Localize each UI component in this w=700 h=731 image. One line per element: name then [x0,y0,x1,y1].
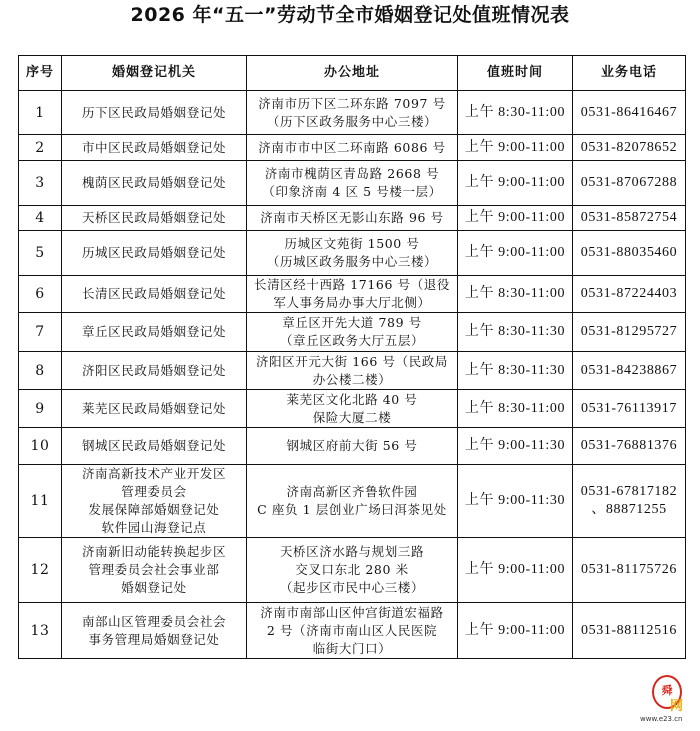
cell-address [247,465,458,538]
cell-phone-line: 0531-87224403 [580,286,678,301]
cell-seq-line: 3 [35,175,45,191]
header-address: 办公地址 [247,56,458,91]
cell-phone [573,231,686,276]
cell-time [458,276,573,313]
cell-office [62,390,247,428]
cell-time [458,206,573,231]
cell-phone [573,390,686,428]
cell-address-line: 钢城区府前大街 56 号 [286,438,418,453]
cell-time-line: 上午 8:30-11:00 [464,286,566,301]
cell-office [62,538,247,603]
table-row [19,390,686,428]
cell-office-line: 济南高新技术产业开发区 [81,466,227,481]
cell-address-line: 历城区文苑街 1500 号 [284,236,420,251]
cell-time [458,538,573,603]
cell-phone-line: 0531-81175726 [581,562,677,577]
cell-office [62,161,247,206]
cell-time-line: 上午 9:00-11:30 [464,438,566,453]
cell-office [62,231,247,276]
cell-address-line: 济南市历下区二环东路 7097 号 [258,95,446,111]
cell-phone-line: 0531-86416467 [580,104,678,120]
cell-address [247,231,458,276]
cell-address-line: 办公楼二楼） [312,371,392,387]
cell-phone-line: 0531-88112516 [581,622,677,638]
table-row [19,206,686,231]
cell-time [458,313,573,352]
cell-office-line: 市中区民政局婚姻登记处 [81,139,227,155]
cell-seq-line: 12 [30,562,50,578]
cell-address [247,428,458,465]
cell-office-line: 槐荫区民政局婚姻登记处 [81,175,227,190]
cell-phone [573,313,686,352]
duty-table [18,55,686,659]
cell-seq [19,538,62,603]
cell-address-line: （历城区政务服务中心三楼） [266,254,438,269]
cell-seq-line: 10 [30,438,50,454]
cell-office [62,465,247,538]
cell-phone [573,538,686,603]
cell-address-line: （起步区市民中心三楼） [279,580,425,595]
header-office: 婚姻登记机关 [62,56,247,91]
table-row [19,465,686,538]
cell-address [247,91,458,135]
cell-address-line: 济阳区开元大街 166 号（民政局 [255,353,448,369]
cell-phone [573,465,686,538]
cell-address [247,206,458,231]
cell-office-line: 天桥区民政局婚姻登记处 [81,210,227,225]
cell-office [62,428,247,465]
cell-time-line: 上午 9:00-11:00 [464,562,566,577]
cell-phone-line: 0531-76881376 [580,438,678,453]
document-title: 2026 年“五一”劳动节全市婚姻登记处值班情况表 [130,4,570,26]
cell-office-line: 长清区民政局婚姻登记处 [81,286,227,301]
cell-office-line: 济阳区民政局婚姻登记处 [81,362,227,378]
cell-time-line: 上午 8:30-11:00 [464,400,566,416]
cell-phone [573,91,686,135]
cell-address [247,276,458,313]
table-header-row [19,56,686,91]
table-body [19,91,686,659]
cell-phone-line: 0531-84238867 [580,362,678,378]
table-row [19,313,686,352]
cell-seq [19,206,62,231]
cell-seq [19,313,62,352]
cell-phone-line: 0531-88035460 [580,245,678,260]
cell-office-line: 软件园山海登记点 [101,520,207,535]
cell-phone-line: 、88871255 [591,502,667,517]
cell-address [247,352,458,390]
table-row [19,352,686,390]
cell-office [62,603,247,659]
cell-office-line: 事务管理局婚姻登记处 [88,631,220,647]
cell-address-line: 军人事务局办事大厅北侧） [273,295,431,310]
cell-seq-line: 6 [35,286,45,302]
cell-address-line: （印象济南 4 区 5 号楼一层） [262,184,442,199]
cell-seq-line: 11 [30,493,50,509]
cell-seq [19,465,62,538]
cell-time-line: 上午 8:30-11:00 [464,104,566,120]
cell-address-line: （章丘区政务大厅五层） [279,333,425,348]
cell-address-line: 济南高新区齐鲁软件园 [286,484,418,499]
cell-seq [19,91,62,135]
cell-time [458,135,573,161]
cell-office-line: 历城区民政局婚姻登记处 [81,245,227,260]
cell-address-line: 天桥区济水路与规划三路 [279,544,425,559]
cell-address-line: 章丘区开先大道 789 号 [282,315,422,330]
cell-address-line: 保险大厦二楼 [312,409,392,425]
cell-address [247,538,458,603]
cell-seq [19,135,62,161]
watermark-url: www.e23.cn [640,715,683,723]
cell-seq [19,231,62,276]
cell-time-line: 上午 9:00-11:00 [464,139,566,155]
cell-seq-line: 8 [35,362,45,379]
cell-phone [573,161,686,206]
cell-phone-line: 0531-87067288 [580,175,678,190]
cell-seq-line: 5 [35,245,45,261]
cell-phone-line: 0531-82078652 [580,139,678,155]
cell-seq [19,603,62,659]
cell-time-line: 上午 8:30-11:30 [464,324,566,339]
cell-time-line: 上午 8:30-11:30 [464,362,566,378]
table-row [19,135,686,161]
cell-seq [19,276,62,313]
table-row [19,276,686,313]
cell-phone [573,603,686,659]
cell-phone-line: 0531-76113917 [581,400,677,416]
cell-seq-line: 13 [30,622,50,639]
cell-address-line: 2 号（济南市南山区人民医院 [266,622,438,638]
header-seq: 序号 [19,56,62,91]
cell-seq-line: 2 [35,139,45,156]
cell-address [247,390,458,428]
cell-time [458,161,573,206]
table-row [19,91,686,135]
cell-office-line: 济南新旧动能转换起步区 [81,544,227,559]
cell-address-line: 济南市南部山区仲宫街道宏福路 [260,604,444,620]
table-row [19,538,686,603]
cell-office-line: 南部山区管理委员会社会 [81,613,227,629]
cell-address-line: 济南市市中区二环南路 6086 号 [258,139,446,155]
cell-office-line: 管理委员会 [121,484,187,499]
cell-office [62,135,247,161]
watermark-logo [640,675,696,729]
cell-time [458,390,573,428]
cell-seq-line: 4 [35,210,45,226]
cell-office [62,276,247,313]
net-label: 网 [670,699,684,714]
cell-time-line: 上午 9:00-11:30 [464,493,566,508]
cell-address-line: 长清区经十西路 17166 号（退役 [253,277,450,292]
cell-address [247,161,458,206]
cell-address-line: 济南市槐荫区青岛路 2668 号 [264,166,440,181]
cell-address-line: 济南市天桥区无影山东路 96 号 [260,210,444,225]
cell-address-line: C 座负 1 层创业广场曰洱茶见处 [257,502,447,517]
cell-time [458,91,573,135]
cell-address-line: 莱芜区文化北路 40 号 [286,391,418,407]
cell-time-line: 上午 9:00-11:00 [464,245,566,260]
cell-seq [19,428,62,465]
cell-address-line: 临街大门口） [312,640,392,656]
cell-office [62,352,247,390]
cell-office-line: 婚姻登记处 [121,580,187,595]
cell-office-line: 管理委员会社会事业部 [88,562,220,577]
cell-time-line: 上午 9:00-11:00 [464,210,566,225]
cell-phone-line: 0531-85872754 [580,210,678,225]
cell-time-line: 上午 9:00-11:00 [464,622,566,638]
cell-seq [19,390,62,428]
cell-address-line: 交叉口东北 280 米 [295,562,409,577]
cell-office [62,91,247,135]
cell-phone [573,276,686,313]
cell-address [247,603,458,659]
cell-office-line: 钢城区民政局婚姻登记处 [81,438,227,453]
cell-phone [573,135,686,161]
cell-office-line: 莱芜区民政局婚姻登记处 [81,400,227,416]
cell-time [458,352,573,390]
cell-phone-line: 0531-67817182 [580,484,678,499]
cell-phone [573,352,686,390]
cell-seq [19,161,62,206]
cell-time [458,603,573,659]
table-row [19,603,686,659]
seal-icon: 舜 [652,675,682,709]
table-row [19,231,686,276]
cell-address [247,313,458,352]
cell-seq-line: 9 [35,400,45,417]
header-time: 值班时间 [458,56,573,91]
cell-phone [573,206,686,231]
cell-address-line: （历下区政务服务中心三楼） [266,113,438,129]
header-phone: 业务电话 [573,56,686,91]
cell-office-line: 历下区民政局婚姻登记处 [81,104,227,120]
cell-time [458,231,573,276]
cell-time-line: 上午 9:00-11:00 [464,175,566,190]
cell-seq [19,352,62,390]
cell-seq-line: 7 [35,324,45,340]
cell-address [247,135,458,161]
cell-office [62,206,247,231]
cell-office-line: 发展保障部婚姻登记处 [88,502,220,517]
table-row [19,161,686,206]
cell-office-line: 章丘区民政局婚姻登记处 [81,324,227,339]
cell-phone [573,428,686,465]
table-row [19,428,686,465]
cell-time [458,428,573,465]
cell-time [458,465,573,538]
cell-office [62,313,247,352]
cell-phone-line: 0531-81295727 [580,324,678,339]
cell-seq-line: 1 [35,104,45,121]
